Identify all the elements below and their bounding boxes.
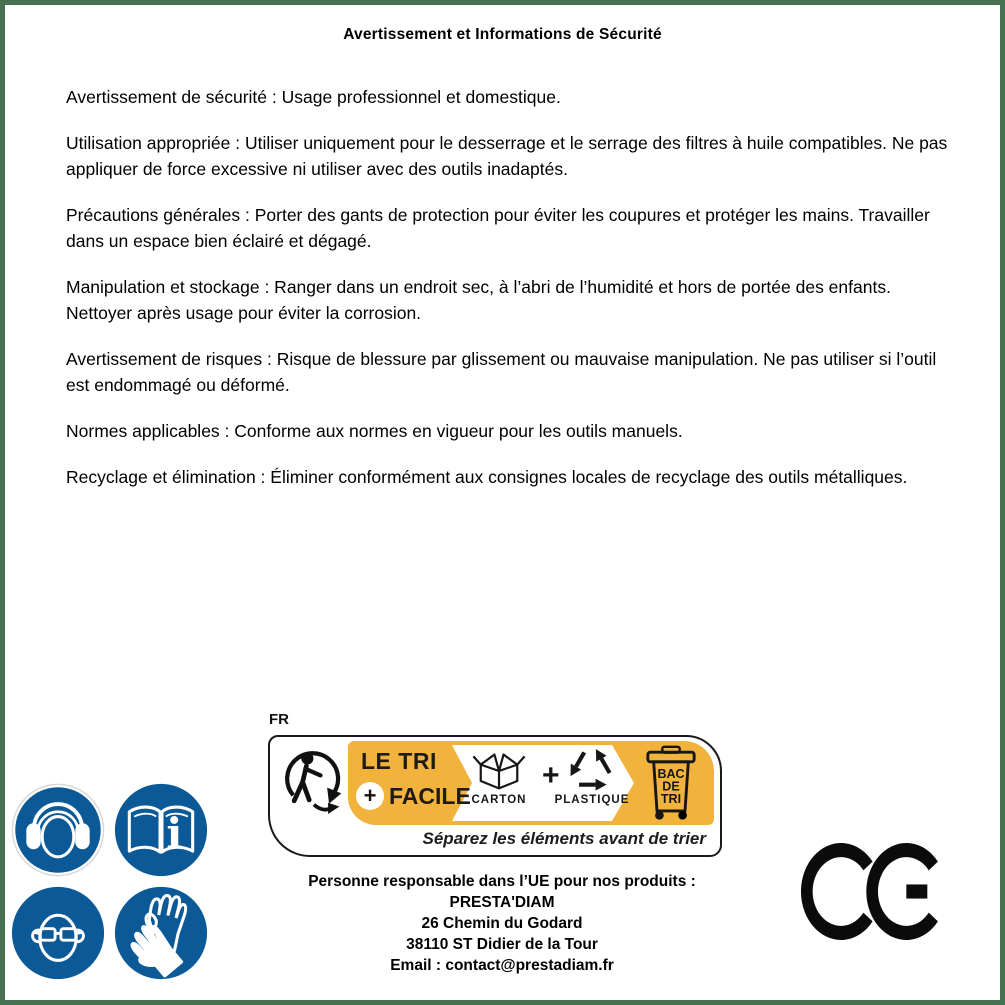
responsible-line: 26 Chemin du Godard — [421, 915, 583, 932]
label-yellow-band — [348, 741, 714, 825]
wear-protective-gloves-icon — [113, 885, 209, 981]
headline-top: LE TRI — [361, 748, 437, 774]
manual-i-glyph: i — [166, 808, 183, 859]
safety-text-block — [66, 84, 950, 510]
headline-bottom-row — [356, 782, 471, 810]
responsible-line: Email : contact@prestadiam.fr — [390, 957, 614, 974]
page-title: Avertissement et Informations de Sécurité — [343, 26, 662, 43]
sorting-tagline: Séparez les éléments avant de trier — [422, 829, 706, 848]
safety-paragraph: Avertissement de sécurité : Usage professionnel et domestique. — [66, 87, 561, 107]
headline-bottom: FACILE — [389, 782, 471, 809]
bin-text-line: DE — [662, 779, 680, 794]
safety-paragraph: Recyclage et élimination : Éliminer conformément aux consignes locales de recyclage des outils métalliques. — [66, 467, 908, 487]
mandatory-icons-grid — [10, 782, 209, 981]
country-code: FR — [269, 711, 289, 728]
recycling-triangle-icon — [564, 748, 618, 792]
cardboard-box-icon — [470, 750, 528, 792]
bin-text-line: TRI — [660, 792, 682, 807]
safety-paragraph: Manipulation et stockage : Ranger dans un endroit sec, à l’abri de l’humidité et hors de portée des enfants. Nettoyer après usage pour éviter la corrosion. — [66, 277, 891, 323]
safety-paragraph: Avertissement de risques : Risque de blessure par glissement ou mauvaise manipulation. Ne pas utiliser si l’outil est endommagé ou déformé. — [66, 349, 937, 395]
responsible-line: PRESTA'DIAM — [449, 894, 555, 911]
safety-paragraph: Précautions générales : Porter des gants de protection pour éviter les coupures et protéger les mains. Travailler dans un espace bien éclairé et dégagé. — [66, 205, 930, 251]
read-instruction-manual-icon — [113, 782, 209, 878]
ce-mark-icon — [799, 843, 939, 940]
responsible-line: 38110 ST Didier de la Tour — [406, 936, 598, 953]
wear-eye-protection-icon — [10, 885, 106, 981]
material-1-caption: CARTON — [471, 794, 527, 806]
plus-badge-icon: + — [356, 782, 384, 810]
material-2-caption: PLASTIQUE — [554, 794, 630, 806]
safety-paragraph: Normes applicables : Conforme aux normes en vigueur pour les outils manuels. — [66, 421, 683, 441]
triman-icon — [280, 745, 346, 819]
sorting-instructions-label — [268, 735, 722, 857]
sorting-bin-icon — [644, 745, 698, 821]
bin-text-line: BAC — [657, 767, 685, 782]
safety-paragraph: Utilisation appropriée : Utiliser uniquement pour le desserrage et le serrage des filtres à huile compatibles. Ne pas appliquer de force excessive ni utiliser avec des outils inadaptés. — [66, 133, 948, 179]
responsible-line: Personne responsable dans l’UE pour nos produits : — [308, 873, 696, 890]
responsible-person-block — [232, 871, 772, 976]
wear-ear-protection-icon — [10, 782, 106, 878]
plus-separator: + — [542, 759, 560, 792]
